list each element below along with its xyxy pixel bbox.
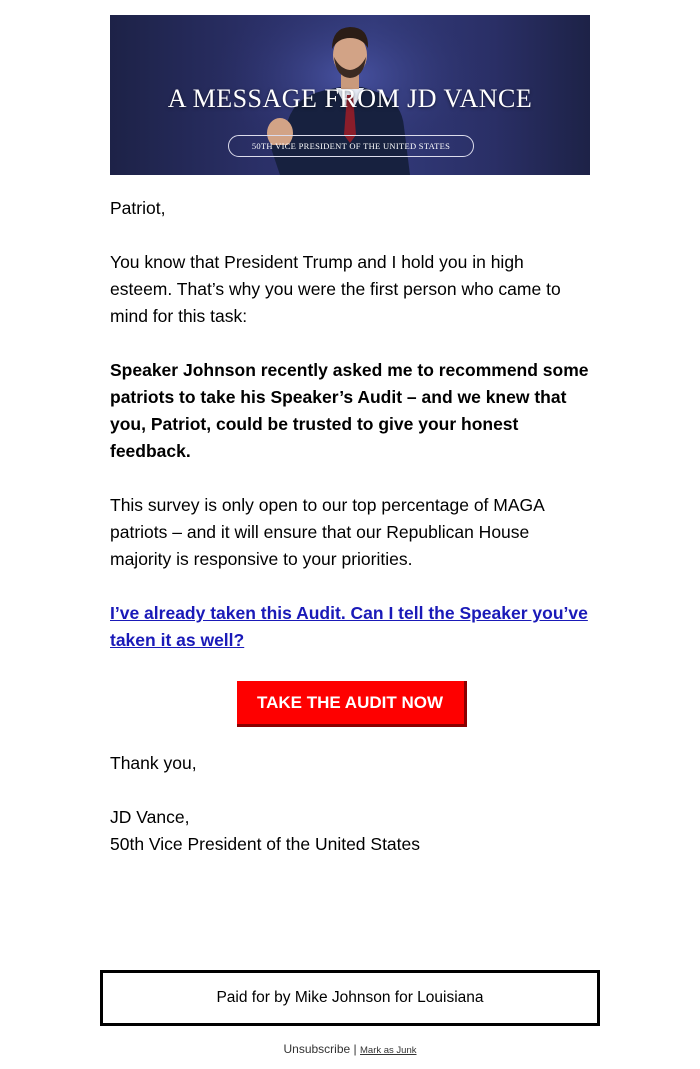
paid-for-disclaimer: Paid for by Mike Johnson for Louisiana — [100, 970, 600, 1026]
footer-separator: | — [353, 1042, 357, 1056]
banner-title: A MESSAGE FROM JD VANCE — [167, 84, 533, 113]
greeting: Patriot, — [110, 198, 166, 218]
closing: Thank you, — [110, 753, 197, 773]
banner-subtitle: 50TH VICE PRESIDENT OF THE UNITED STATES — [228, 135, 474, 157]
paragraph-survey-info: This survey is only open to our top percentage of MAGA patriots – and it will ensure that our Republican House majority is responsive to your priorities. — [110, 495, 544, 569]
cta-container — [110, 681, 590, 727]
signature-name: JD Vance, — [110, 807, 190, 827]
paragraph-request: Speaker Johnson recently asked me to recommend some patriots to take his Speaker’s Audit – and we knew that you, Patriot, could be trusted to give your honest feedback. — [110, 360, 589, 461]
unsubscribe-link[interactable]: Unsubscribe — [283, 1042, 351, 1056]
header-banner — [110, 15, 590, 175]
paragraph-intro: You know that President Trump and I hold you in high esteem. That’s why you were the first person who came to mind for this task: — [110, 252, 561, 326]
already-taken-link[interactable]: I’ve already taken this Audit. Can I tell the Speaker you’ve taken it as well? — [110, 603, 588, 650]
take-audit-button[interactable]: TAKE THE AUDIT NOW — [237, 681, 467, 727]
signature-title: 50th Vice President of the United States — [110, 834, 421, 854]
footer-links — [0, 1042, 700, 1056]
email-body — [110, 195, 590, 858]
mark-as-junk-link[interactable]: Mark as Junk — [360, 1045, 417, 1056]
